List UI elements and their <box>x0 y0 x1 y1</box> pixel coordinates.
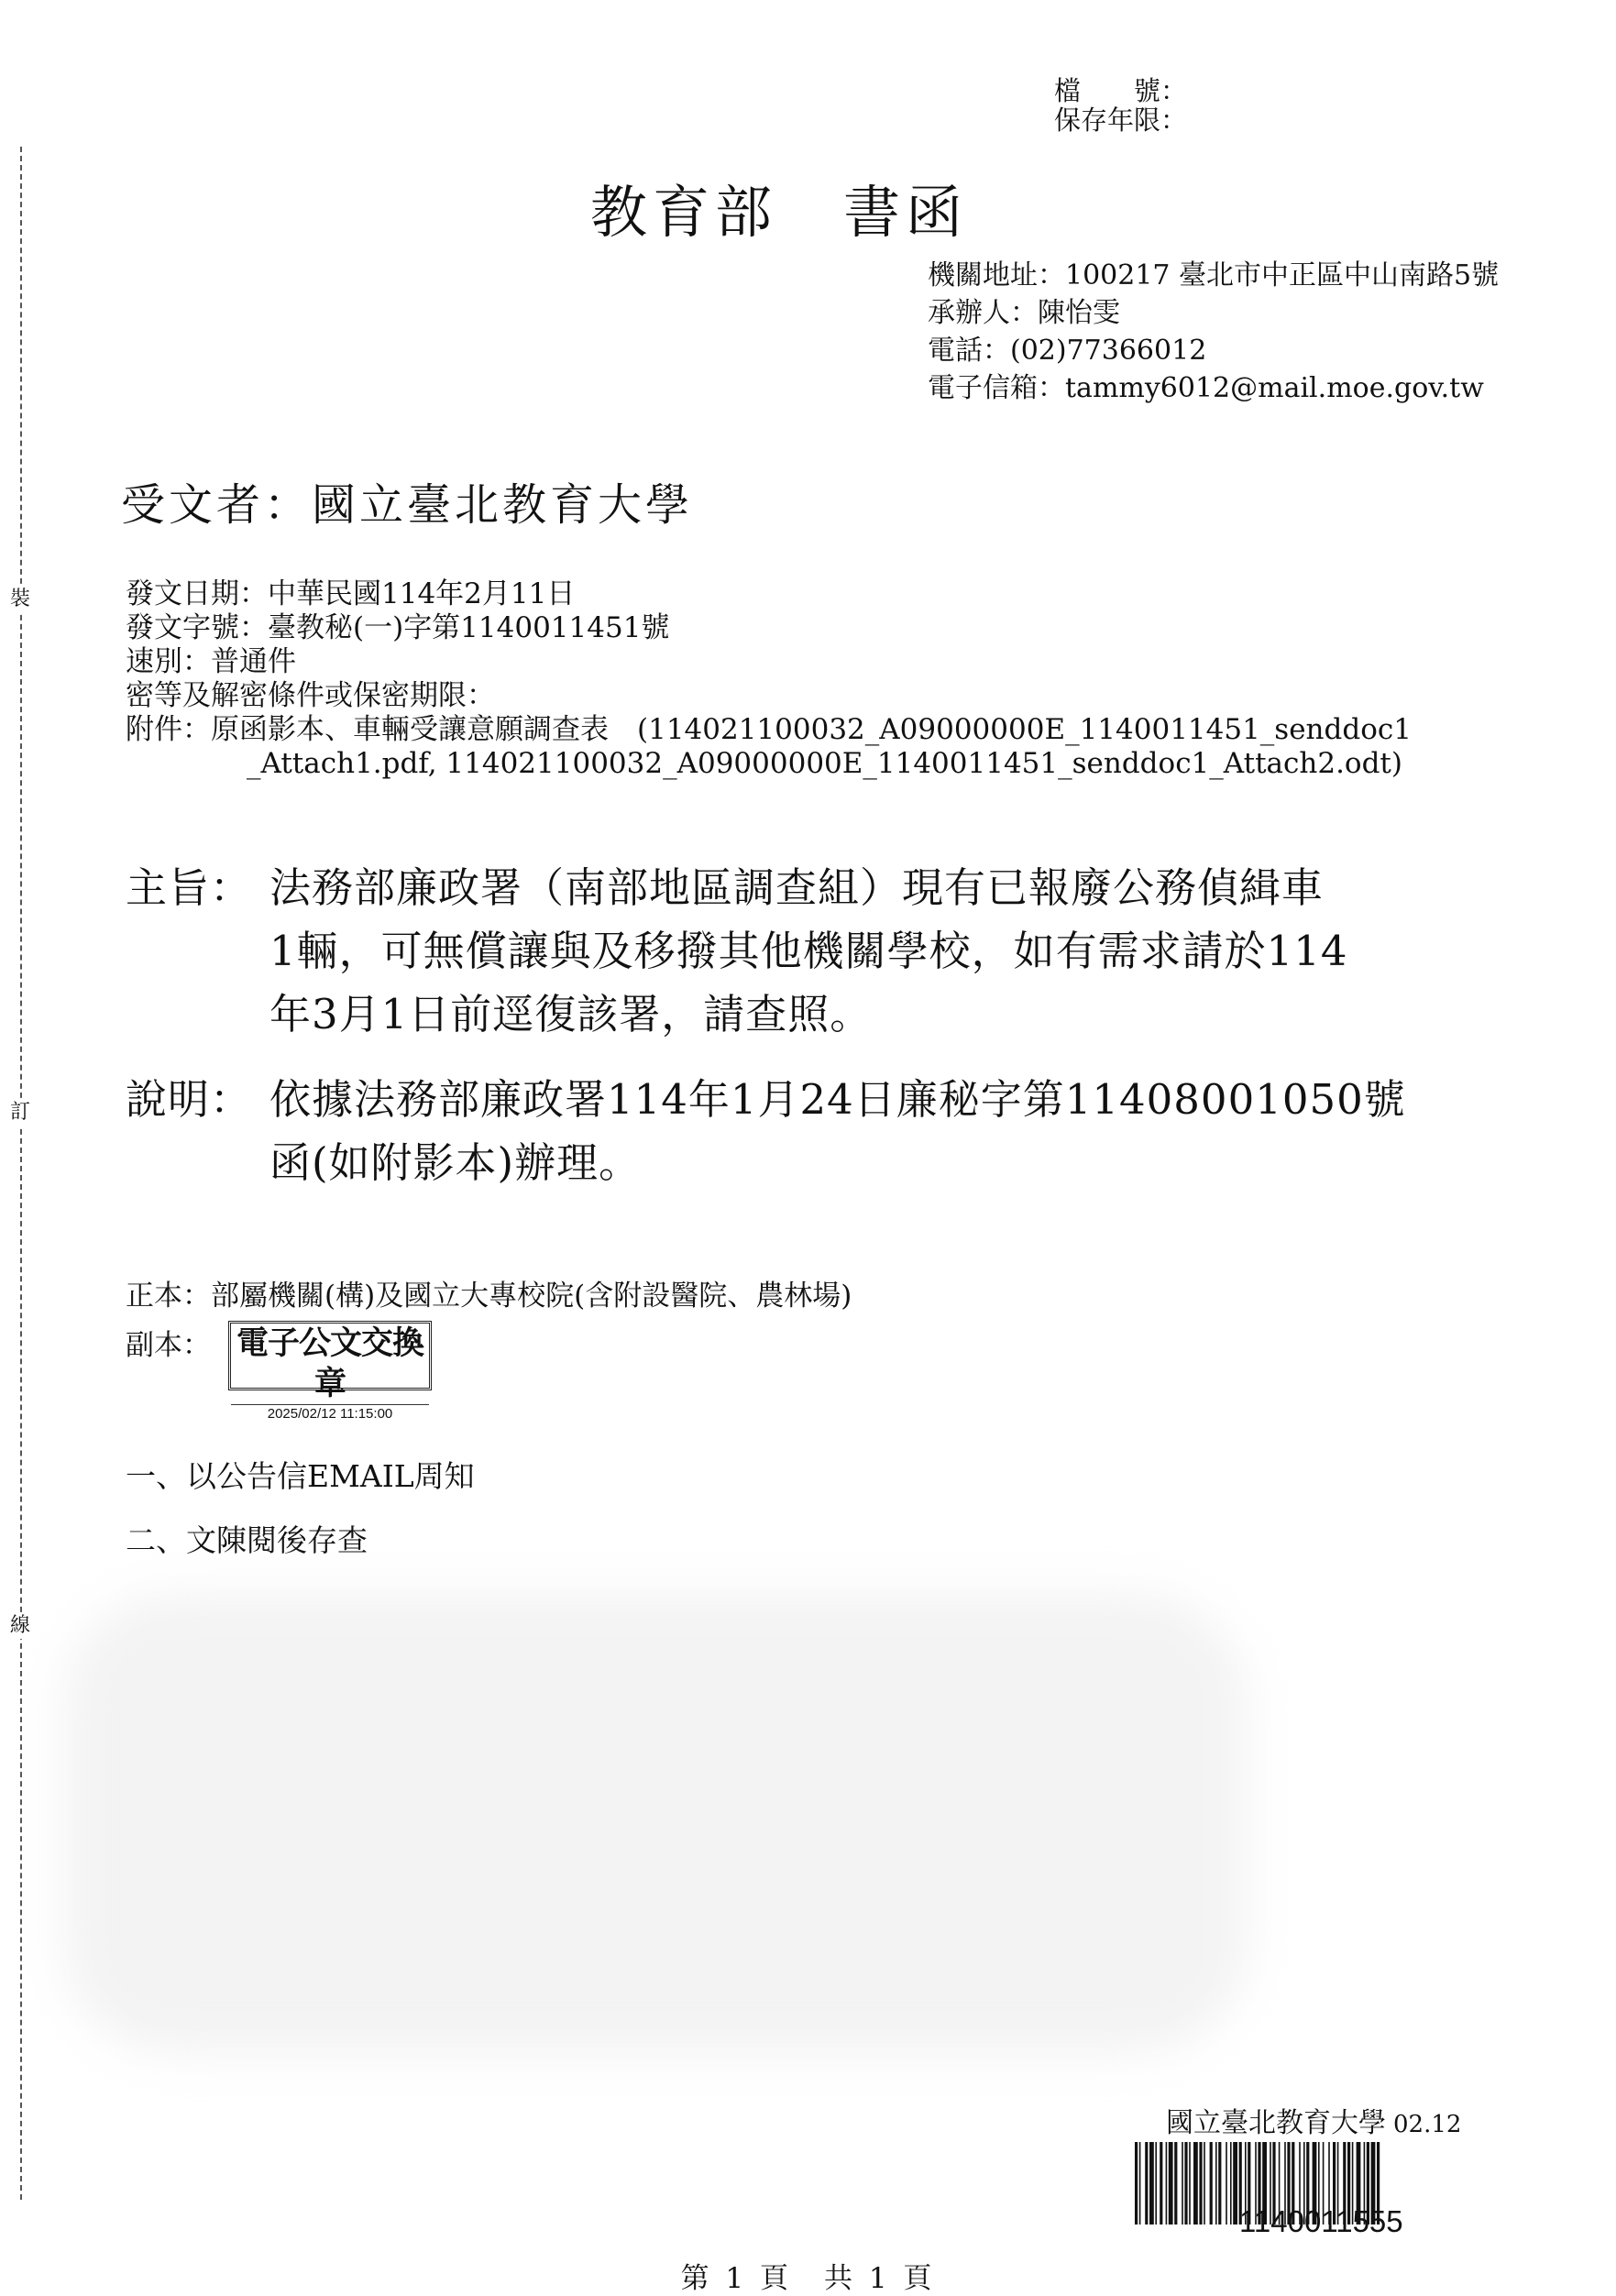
barcode-bar <box>1149 2142 1154 2225</box>
document-metadata <box>126 577 1412 781</box>
subject-section <box>126 856 1348 1046</box>
binding-dashed-line <box>20 147 22 2200</box>
redacted-area <box>64 1595 1247 2053</box>
document-number: 發文字號：臺教秘(一)字第1140011451號 <box>126 611 670 644</box>
barcode-bar <box>1182 2142 1183 2225</box>
retention-period-label: 保存年限： <box>1054 104 1188 136</box>
document-type: 書函 <box>843 179 969 246</box>
subject-line-2: 1輛，可無償讓與及移撥其他機關學校，如有需求請於114 <box>269 927 1348 975</box>
attachment-line-2: _Attach1.pdf, 114021100032_A09000000E_1140011451_senddoc1_Attach2.odt) <box>247 747 1402 780</box>
barcode-bar <box>1139 2142 1141 2225</box>
barcode-bar <box>1160 2142 1162 2225</box>
barcode-bar <box>1204 2142 1205 2225</box>
barcode-bar <box>1169 2142 1173 2225</box>
receipt-date: 02.12 <box>1393 2111 1462 2138</box>
issue-date: 發文日期：中華民國114年2月11日 <box>126 577 576 610</box>
barcode-bar <box>1226 2142 1227 2225</box>
barcode-bar <box>1166 2142 1168 2225</box>
barcode-bar <box>1215 2142 1217 2225</box>
agency-info-block <box>928 257 1499 407</box>
original-recipients: 正本：部屬機關(構)及國立大專校院(含附設醫院、農林場) <box>126 1280 852 1313</box>
handling-note-2: 二、文陳閱後存查 <box>126 1522 368 1558</box>
receipt-school: 國立臺北教育大學 <box>1166 2107 1386 2139</box>
agency-name: 教育部 <box>589 179 777 246</box>
barcode-bar <box>1233 2142 1237 2225</box>
page-footer: 第 1 頁 共 1 頁 <box>680 2262 936 2295</box>
document-title <box>0 167 1558 248</box>
handler-phone: 電話：(02)77366012 <box>928 335 1207 367</box>
description-line-2: 函(如附影本)辦理。 <box>269 1138 642 1187</box>
barcode-bar <box>1210 2142 1213 2225</box>
description-label: 說明： <box>126 1075 253 1124</box>
security-level: 密等及解密條件或保密期限： <box>126 679 495 712</box>
barcode-bar <box>1230 2142 1232 2225</box>
handling-note-1: 一、以公告信EMAIL周知 <box>126 1458 475 1494</box>
receipt-stamp <box>1166 2100 1461 2140</box>
barcode-bar <box>1135 2142 1138 2225</box>
stamp-text: 電子公文交換章 <box>236 1324 423 1402</box>
subject-label: 主旨： <box>126 863 253 912</box>
binding-mark-xian: 線 <box>5 1613 35 1639</box>
receiver: 受文者：國立臺北教育大學 <box>121 479 694 531</box>
agency-address: 機關地址：100217 臺北市中正區中山南路5號 <box>928 259 1500 291</box>
barcode-bar <box>1218 2142 1221 2225</box>
barcode-bar <box>1184 2142 1187 2225</box>
stamp-timestamp: 2025/02/12 11:15:00 <box>231 1404 429 1423</box>
barcode-bar <box>1189 2142 1191 2225</box>
subject-line-3: 年3月1日前逕復該署，請查照。 <box>269 990 873 1038</box>
electronic-exchange-stamp <box>228 1321 432 1422</box>
description-line-1: 依據法務部廉政署114年1月24日廉秘字第11408001050號 <box>269 1075 1406 1124</box>
file-number-label: 檔 號： <box>1054 75 1188 106</box>
barcode-bar <box>1193 2142 1198 2225</box>
copy-recipients-label: 副本： <box>126 1329 211 1362</box>
barcode-bar <box>1199 2142 1202 2225</box>
binding-mark-zhuang: 裝 <box>5 587 35 612</box>
handler-email: 電子信箱：tammy6012@mail.moe.gov.tw <box>928 372 1484 404</box>
barcode-bar <box>1155 2142 1157 2225</box>
barcode-number: 1140011555 <box>1239 2204 1403 2238</box>
binding-mark-ding: 訂 <box>5 1100 35 1126</box>
handler-name: 承辦人：陳怡雯 <box>928 297 1120 329</box>
attachment-line-1: 附件：原函影本、車輛受讓意願調查表 (114021100032_A09000000E_1140011451_senddoc1 <box>126 713 1412 746</box>
barcode-bar <box>1145 2142 1148 2225</box>
description-section <box>126 1068 1406 1194</box>
barcode-bar <box>1174 2142 1177 2225</box>
delivery-speed: 速別：普通件 <box>126 645 296 678</box>
subject-line-1: 法務部廉政署（南部地區調查組）現有已報廢公務偵緝車 <box>269 863 1325 912</box>
